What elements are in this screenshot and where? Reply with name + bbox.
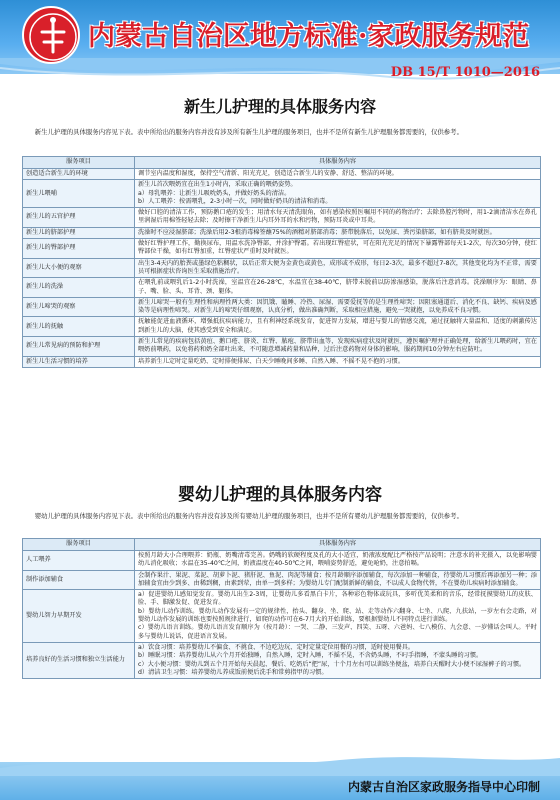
infant-table-row bbox=[23, 551, 541, 571]
footer-printer: 内蒙古自治区家政服务指导中心印制 bbox=[347, 780, 540, 794]
header-banner bbox=[0, 0, 560, 74]
infant-service-content: 按照月龄大小合理喂养：奶瓶、奶嘴清毒完善。奶嘴的软硬程度及孔的大小适宜，奶液浓度配比严格按产品说明；注意水的补充摄入，以免影响婴幼儿消化吸收；水温在35-40℃之间，奶液温度在40-50℃之间，喂哺姿势舒适，避免呛奶，注意拍嗝。 bbox=[135, 551, 541, 571]
newborn-service-item: 新生儿的臀部护理 bbox=[23, 239, 135, 259]
newborn-service-content: 调节室内温度和湿度，保持空气清新、阳光充足，创造适合新生儿的安静、舒适、整洁的环境。 bbox=[135, 169, 541, 180]
infant-service-item: 婴幼儿智力早期开发 bbox=[23, 590, 135, 643]
infant-service-item: 制作添加辅食 bbox=[23, 570, 135, 590]
newborn-service-content: 新生儿啼哭一般有生理性和病理性两大类：因饥饿、瞌睡、冷热、尿湿、需要爱抚等的是生理性啼哭；因阻塞通道后、消化不良、缺钙、疾病及感染等是病理性啼哭。对新生儿的啼哭仔细观察，认真分析，做出准确判断，采取相应措施，避免一哭就抱，以免养成不良习惯。 bbox=[135, 297, 541, 317]
newborn-table-row bbox=[23, 239, 541, 259]
footer-banner bbox=[0, 762, 560, 800]
newborn-col-item: 服务项目 bbox=[23, 157, 135, 169]
infant-service-item: 培养良好的生活习惯和独立生活能力 bbox=[23, 642, 135, 678]
newborn-service-item: 新生儿大小便的观察 bbox=[23, 258, 135, 278]
newborn-table-row bbox=[23, 356, 541, 367]
newborn-service-item: 新生儿的洗澡 bbox=[23, 278, 135, 298]
newborn-service-table bbox=[22, 156, 541, 368]
newborn-table-row bbox=[23, 169, 541, 180]
newborn-service-item: 新生儿的抚触 bbox=[23, 317, 135, 337]
newborn-service-item: 新生儿的脐部护理 bbox=[23, 227, 135, 238]
infant-service-content: a）促进婴幼儿感知觉发育。婴幼儿出生2-3周，让婴幼儿多看黑白卡片，各种彩色物体或玩具，多听优美柔和的音乐，经常抚摸婴幼儿的皮肤、脸、手、脚激发促、促进发育。 b）婴幼儿动作训练。婴幼儿动作发展有一定的规律性，抬头、翻身、坐、爬、站、走等动作六翻身、七坐、八爬、九扶站，一岁左右会走路，对婴幼儿动作发展的训练也要按照规律进行，如爬的动作可在6-7月大的开始训练，要根据婴幼儿不同特点进行训练。 c）婴幼儿语言训练。婴幼儿语言发育顺序为（按月龄）：一哭、二静、三发声、四笑、五呀、六爸妈、七八模仿、九会意、一岁懂话会叫人。平时多与婴幼儿说话，促进语言发展。 bbox=[135, 590, 541, 643]
newborn-col-content: 具体服务内容 bbox=[135, 157, 541, 169]
newborn-table-row bbox=[23, 180, 541, 208]
newborn-service-item: 新生儿生活习惯的培养 bbox=[23, 356, 135, 367]
infant-service-content: 会制作果汁、果泥、菜泥、胡萝卜泥、猪肝泥、鱼泥、肉泥等辅食；按月龄顺序添加辅食，每次添加一种辅食，待婴幼儿习惯后再添加另一种；添加辅食宜由少到多、由稀到稠，由素到荤，由单一到多样；为婴幼儿专门配制新鲜的辅食，不以成人食物代替，不在婴幼儿疾病时添加辅食。 bbox=[135, 570, 541, 590]
infant-col-item: 服务项目 bbox=[23, 539, 135, 551]
infant-service-table bbox=[22, 538, 541, 679]
newborn-section-title: 新生儿护理的具体服务内容 bbox=[183, 97, 376, 116]
newborn-table-row bbox=[23, 227, 541, 238]
newborn-table-row bbox=[23, 337, 541, 357]
newborn-service-content: 抚触能促进血液循环，增强抵抗疾病能力，且有利神经系统发育，促进智力发展，增进与婴儿的情感交流，通过抚触将大量温和、适度的刺激传达到新生儿的大脑，使其感受到安全和满足。 bbox=[135, 317, 541, 337]
infant-col-content: 具体服务内容 bbox=[135, 539, 541, 551]
newborn-service-content: 洗澡时不应浸湿脐部；洗澡后用2-3根消毒棉签蘸75%的酒精对脐部消毒；脐带脱落后，以免尿、粪污染脐部，如有脐炎及时就医。 bbox=[135, 227, 541, 238]
newborn-intro: 新生儿护理的具体服务内容见下表。表中所给出的服务内容并没有涉及所有新生儿护理的服务项目，也并不是所有新生儿护理服务都需要的，仅供参考。 bbox=[34, 128, 463, 136]
newborn-table-row bbox=[23, 317, 541, 337]
newborn-service-content: 出生3-4天内的胎粪或墨绿色粘稠状，以后正常大便为金黄色或黄色，成形或不成形，每日2-3次，最多不超过7-8次，其他变化均为不正常，需要员可根据症状咨询医生采取措施治疗。 bbox=[135, 258, 541, 278]
infant-table-row bbox=[23, 590, 541, 643]
standard-number: DB 15/T 1010—2016 bbox=[390, 65, 540, 80]
newborn-table-row bbox=[23, 258, 541, 278]
page-title: 内蒙古自治区地方标准·家政服务规范 bbox=[88, 21, 530, 52]
newborn-service-content: 做好红臀护理工作，勤换尿布，用温水洗净臀部，并涂护臀霜。若出现红臀症状，可在阳光充足的情况下暴露臀部每天1-2次，每次30分钟，使红臀部位干燥，如有红臀加重，红臀症状严重时及时就医。 bbox=[135, 239, 541, 259]
newborn-service-item: 新生儿啼哭的观察 bbox=[23, 297, 135, 317]
infant-service-item: 人工喂养 bbox=[23, 551, 135, 571]
infant-service-content: a）饮食习惯：培养婴幼儿不偏食、不挑食、不边吃边玩、定时定量定位用餐的习惯，适时使用餐具。 b）睡眠习惯：培养婴幼儿从六个月开始独睡，自然入睡，定时入睡，不摇不晃，不含奶头睡，不叼手指睡，不蒙头睡的习惯。 c）大小便习惯：婴幼儿到五个月开始每天晨起、餐后、吃奶后“把”尿，十个月左右可以训练坐便盆，培养白天醒时大小便不尿湿裤子的习惯。 d）清洁卫生习惯：培养婴幼儿养成饭前便后洗手和常剪指甲的习惯。 bbox=[135, 642, 541, 678]
newborn-service-content: 新生儿常见的疾病包括黄疸、鹅口疮、脐炎、红臀、脓疱、脐带出血等，发现疾病症状及时就医，遵医嘱护理并正确处理，给新生儿喂药时，宜在喂奶前喂药，以免将药和奶全部吐出来，不可随意增减药量和品种，过后注意药物对身体的影响，服药期间10分钟左右应防吐。 bbox=[135, 337, 541, 357]
newborn-service-content: 做好口腔的清洁工作，预防鹅口疮的发生；用清水每天清洗眼角，如有感染按照医嘱用不同的药物治疗；去除鼻腔污物时，用1-2滴清洁水在鼻孔里润湿后用棉签轻轻去除；及时擦干净新生儿内耳外耳的水和污物，预防耳炎或中耳炎。 bbox=[135, 208, 541, 228]
newborn-service-content: 新生儿首次喂奶宜在出生1小时内，采取正确的喂奶姿势。 a）母乳喂养：让新生儿吸吮奶头，并做好奶头的清洁。 b）人工喂养：按需喂乳，2-3小时一次，同时做好奶具的清洁和消毒。 bbox=[135, 180, 541, 208]
newborn-service-item: 新生儿喂哺 bbox=[23, 180, 135, 208]
newborn-service-content: 培养新生儿定时定量吃奶、定时排便排尿、白天少睡晚间多睡、自然入睡、不摇不晃不抱的习惯。 bbox=[135, 356, 541, 367]
infant-intro: 婴幼儿护理的具体服务内容见下表。表中所给出的服务内容并没有涉及所有婴幼儿护理的服务项目，也并不是所有婴幼儿护理服务都需要的，仅供参考。 bbox=[34, 512, 463, 520]
newborn-service-item: 新生儿常见病的预防和护理 bbox=[23, 337, 135, 357]
newborn-table-row bbox=[23, 278, 541, 298]
newborn-service-item: 创造适合新生儿的环境 bbox=[23, 169, 135, 180]
footer-wave bbox=[0, 750, 560, 776]
logo-emblem bbox=[22, 6, 80, 64]
newborn-table-row bbox=[23, 208, 541, 228]
infant-section-title: 婴幼儿护理的具体服务内容 bbox=[178, 485, 382, 505]
infant-table-row bbox=[23, 642, 541, 678]
newborn-service-content: 在喂乳前或喂乳后1-2小时洗澡，室温宜在26-28℃，水温宜在38-40℃，脐带未脱前以防渗湿感染，脱落后注意消毒。洗澡顺序为：眼睛、鼻子、嘴、脸、头、耳背、颈、躯体。 bbox=[135, 278, 541, 298]
newborn-table-row bbox=[23, 297, 541, 317]
newborn-service-item: 新生儿的五官护理 bbox=[23, 208, 135, 228]
infant-table-row bbox=[23, 570, 541, 590]
